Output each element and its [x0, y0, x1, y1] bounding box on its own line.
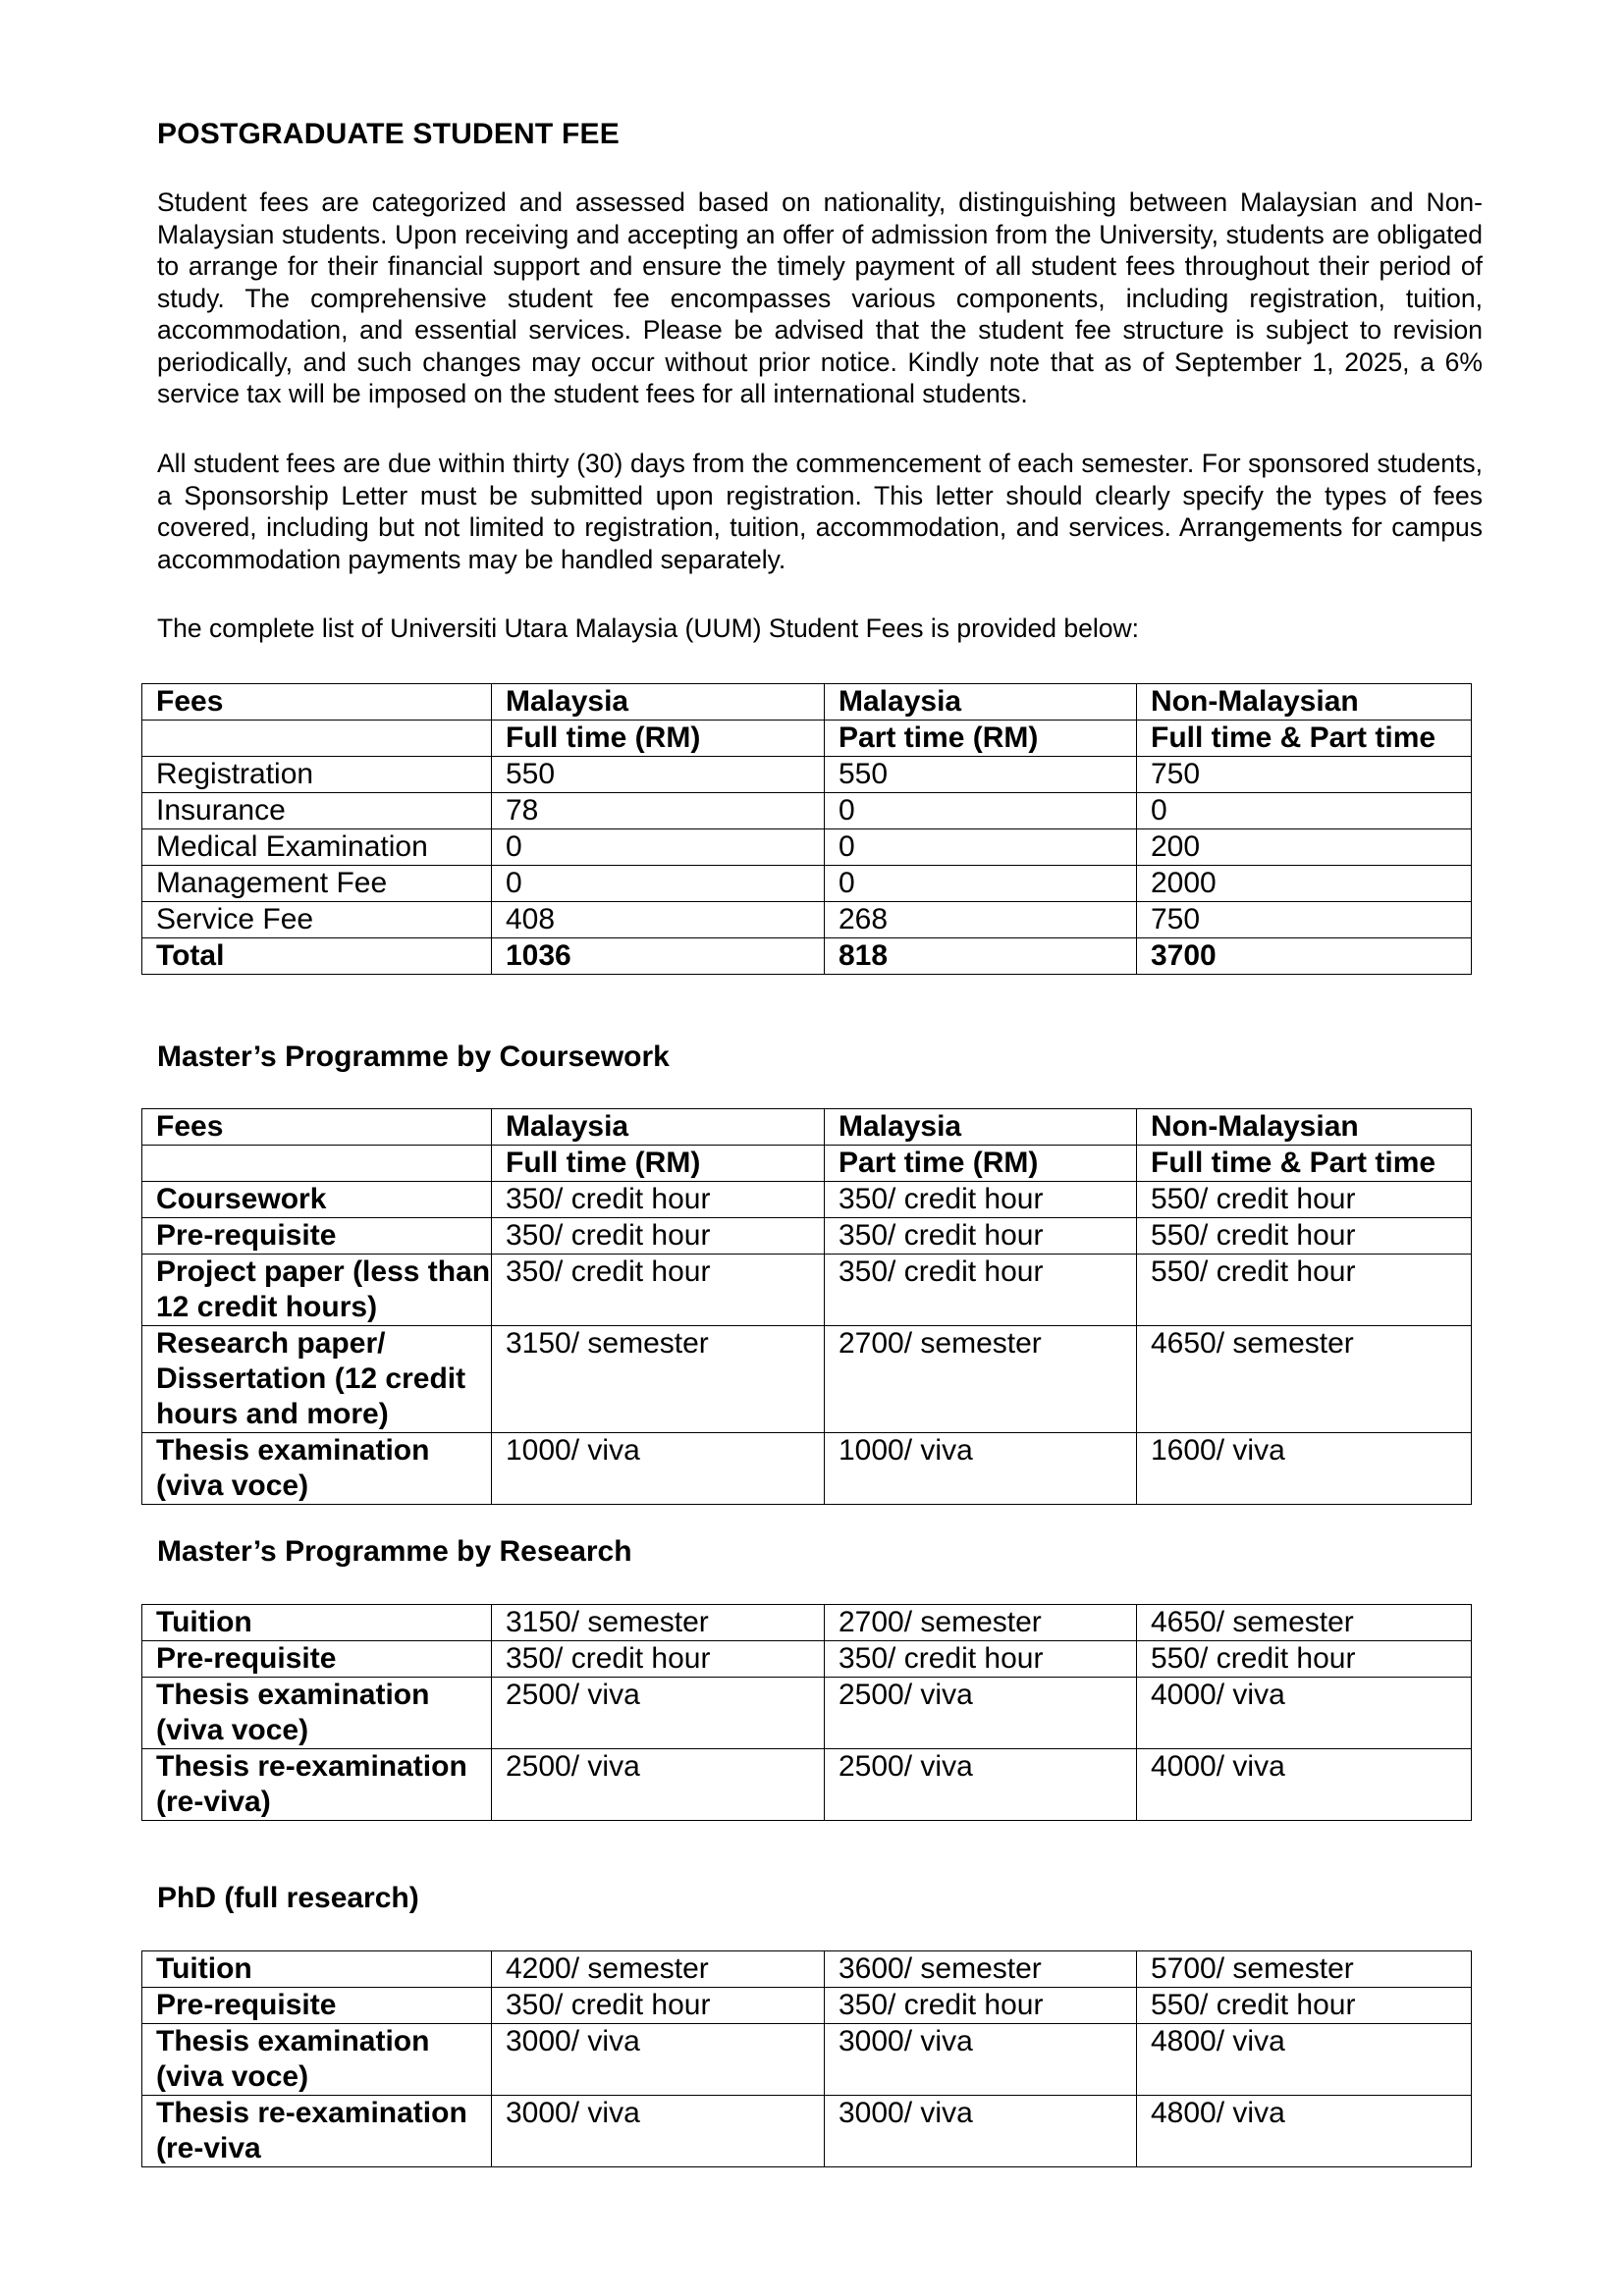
- payment-paragraph: All student fees are due within thirty (30) days from the commencement of each semester. For sponsored students, a Sponsorship Letter must be submitted upon registration. This letter should clearly specify the types of fees covered, including but not limited to registration, tuition, accommodation, and services. Arrangements for campus accommodation payments may be handled separately.: [157, 449, 1483, 574]
- header-cell: Malaysia: [492, 684, 825, 721]
- header-cell: Malaysia: [825, 684, 1137, 721]
- table-cell: 3150/ semester: [492, 1605, 825, 1641]
- phd-heading: PhD (full research): [157, 1882, 419, 1914]
- table-cell: 4650/ semester: [1137, 1605, 1472, 1641]
- general-fees-table: [141, 683, 1472, 975]
- table-row: [142, 1255, 1472, 1326]
- table-row: [142, 829, 1472, 866]
- intro-paragraph: Student fees are categorized and assessed based on nationality, distinguishing between Malaysian and Non-Malaysian students. Upon receiving and accepting an offer of admission from the University, students are obligated to arrange for their financial support and ensure the timely payment of all student fees throughout their period of study. The comprehensive student fee encompasses various components, including registration, tuition, accommodation, and essential services. Please be advised that the student fee structure is subject to revision periodically, and such changes may occur without prior notice. Kindly note that as of September 1, 2025, a 6% service tax will be imposed on the student fees for all international students.: [157, 187, 1483, 408]
- row-label-cell: Pre-requisite: [142, 1988, 492, 2024]
- table-cell: 4000/ viva: [1137, 1749, 1472, 1821]
- table-cell: 550/ credit hour: [1137, 1255, 1472, 1326]
- coursework-heading: Master’s Programme by Coursework: [157, 1041, 670, 1073]
- row-label-cell: Tuition: [142, 1605, 492, 1641]
- table-row: [142, 902, 1472, 938]
- table-cell: 3600/ semester: [825, 1951, 1137, 1988]
- table-cell: 1000/ viva: [825, 1433, 1137, 1505]
- row-label-cell: Research paper/ Dissertation (12 credit hours and more): [142, 1326, 492, 1433]
- header-cell: Full time & Part time: [1137, 721, 1472, 757]
- table-row: [142, 1641, 1472, 1678]
- header-cell: Non-Malaysian: [1137, 684, 1472, 721]
- table-cell: 1600/ viva: [1137, 1433, 1472, 1505]
- header-cell: Non-Malaysian: [1137, 1109, 1472, 1146]
- header-cell: [142, 721, 492, 757]
- table-cell: 0: [825, 793, 1137, 829]
- table-row: [142, 1678, 1472, 1749]
- table-cell: 2500/ viva: [825, 1678, 1137, 1749]
- table-cell: 3000/ viva: [825, 2024, 1137, 2096]
- table-row: [142, 1749, 1472, 1821]
- table-cell: 750: [1137, 902, 1472, 938]
- row-label-cell: Thesis re-examination (re-viva: [142, 2096, 492, 2167]
- table-cell: Registration: [142, 757, 492, 793]
- table-cell: 3000/ viva: [492, 2024, 825, 2096]
- table-cell: 2500/ viva: [492, 1678, 825, 1749]
- table-cell: 200: [1137, 829, 1472, 866]
- table-cell: 1000/ viva: [492, 1433, 825, 1505]
- header-cell: Fees: [142, 1109, 492, 1146]
- coursework-table: [141, 1108, 1472, 1505]
- table-cell: 0: [492, 829, 825, 866]
- row-label-cell: Coursework: [142, 1182, 492, 1218]
- fee-list-intro: The complete list of Universiti Utara Malaysia (UUM) Student Fees is provided below:: [157, 614, 1140, 643]
- table-cell: 350/ credit hour: [825, 1218, 1137, 1255]
- table-cell: 550: [825, 757, 1137, 793]
- header-cell: Malaysia: [492, 1109, 825, 1146]
- table-cell: 2500/ viva: [825, 1749, 1137, 1821]
- table-cell: 350/ credit hour: [492, 1255, 825, 1326]
- table-cell: 350/ credit hour: [825, 1988, 1137, 2024]
- row-label-cell: Thesis examination (viva voce): [142, 1433, 492, 1505]
- table-row: [142, 1182, 1472, 1218]
- table-row: [142, 757, 1472, 793]
- table-row: [142, 1988, 1472, 2024]
- table-cell: 4800/ viva: [1137, 2096, 1472, 2167]
- header-cell: Full time (RM): [492, 1146, 825, 1182]
- table-cell: 4200/ semester: [492, 1951, 825, 1988]
- row-label-cell: Pre-requisite: [142, 1641, 492, 1678]
- row-label-cell: Thesis re-examination (re-viva): [142, 1749, 492, 1821]
- table-cell: 0: [1137, 793, 1472, 829]
- table-cell: 3000/ viva: [492, 2096, 825, 2167]
- research-heading: Master’s Programme by Research: [157, 1535, 632, 1568]
- header-cell: [142, 1146, 492, 1182]
- table-cell: 350/ credit hour: [825, 1182, 1137, 1218]
- table-cell: 78: [492, 793, 825, 829]
- research-table: [141, 1604, 1472, 1821]
- table-cell: Insurance: [142, 793, 492, 829]
- page-title: POSTGRADUATE STUDENT FEE: [157, 118, 620, 150]
- table-row: [142, 866, 1472, 902]
- table-cell: 408: [492, 902, 825, 938]
- total-row: [142, 938, 1472, 975]
- total-cell: 818: [825, 938, 1137, 975]
- row-label-cell: Thesis examination (viva voce): [142, 1678, 492, 1749]
- table-row: [142, 793, 1472, 829]
- table-cell: 350/ credit hour: [492, 1182, 825, 1218]
- table-cell: 0: [825, 829, 1137, 866]
- table-row: [142, 1605, 1472, 1641]
- table-cell: 4800/ viva: [1137, 2024, 1472, 2096]
- table-cell: 3150/ semester: [492, 1326, 825, 1433]
- table-cell: Service Fee: [142, 902, 492, 938]
- table-cell: Management Fee: [142, 866, 492, 902]
- table-cell: 2700/ semester: [825, 1605, 1137, 1641]
- total-cell: Total: [142, 938, 492, 975]
- header-cell: Part time (RM): [825, 721, 1137, 757]
- table-cell: 350/ credit hour: [825, 1255, 1137, 1326]
- table-cell: 550/ credit hour: [1137, 1218, 1472, 1255]
- table-cell: 268: [825, 902, 1137, 938]
- table-row: [142, 2096, 1472, 2167]
- header-cell: Part time (RM): [825, 1146, 1137, 1182]
- table-row: [142, 2024, 1472, 2096]
- table-row: [142, 1433, 1472, 1505]
- table-subheader-row: [142, 721, 1472, 757]
- table-header-row: [142, 684, 1472, 721]
- table-cell: 550/ credit hour: [1137, 1988, 1472, 2024]
- row-label-cell: Tuition: [142, 1951, 492, 1988]
- header-cell: Full time (RM): [492, 721, 825, 757]
- table-cell: 350/ credit hour: [492, 1218, 825, 1255]
- table-cell: 4650/ semester: [1137, 1326, 1472, 1433]
- header-cell: Malaysia: [825, 1109, 1137, 1146]
- table-row: [142, 1326, 1472, 1433]
- table-cell: 750: [1137, 757, 1472, 793]
- table-cell: 2500/ viva: [492, 1749, 825, 1821]
- table-cell: 350/ credit hour: [492, 1641, 825, 1678]
- header-cell: Fees: [142, 684, 492, 721]
- table-cell: Medical Examination: [142, 829, 492, 866]
- table-cell: 550: [492, 757, 825, 793]
- table-cell: 5700/ semester: [1137, 1951, 1472, 1988]
- table-cell: 0: [492, 866, 825, 902]
- table-cell: 550/ credit hour: [1137, 1641, 1472, 1678]
- table-cell: 350/ credit hour: [492, 1988, 825, 2024]
- table-cell: 2000: [1137, 866, 1472, 902]
- table-header-row: [142, 1109, 1472, 1146]
- total-cell: 3700: [1137, 938, 1472, 975]
- row-label-cell: Project paper (less than 12 credit hours): [142, 1255, 492, 1326]
- phd-table: [141, 1950, 1472, 2167]
- table-cell: 3000/ viva: [825, 2096, 1137, 2167]
- table-cell: 550/ credit hour: [1137, 1182, 1472, 1218]
- table-cell: 2700/ semester: [825, 1326, 1137, 1433]
- row-label-cell: Thesis examination (viva voce): [142, 2024, 492, 2096]
- table-cell: 350/ credit hour: [825, 1641, 1137, 1678]
- row-label-cell: Pre-requisite: [142, 1218, 492, 1255]
- header-cell: Full time & Part time: [1137, 1146, 1472, 1182]
- table-cell: 4000/ viva: [1137, 1678, 1472, 1749]
- table-row: [142, 1951, 1472, 1988]
- table-subheader-row: [142, 1146, 1472, 1182]
- total-cell: 1036: [492, 938, 825, 975]
- table-row: [142, 1218, 1472, 1255]
- table-cell: 0: [825, 866, 1137, 902]
